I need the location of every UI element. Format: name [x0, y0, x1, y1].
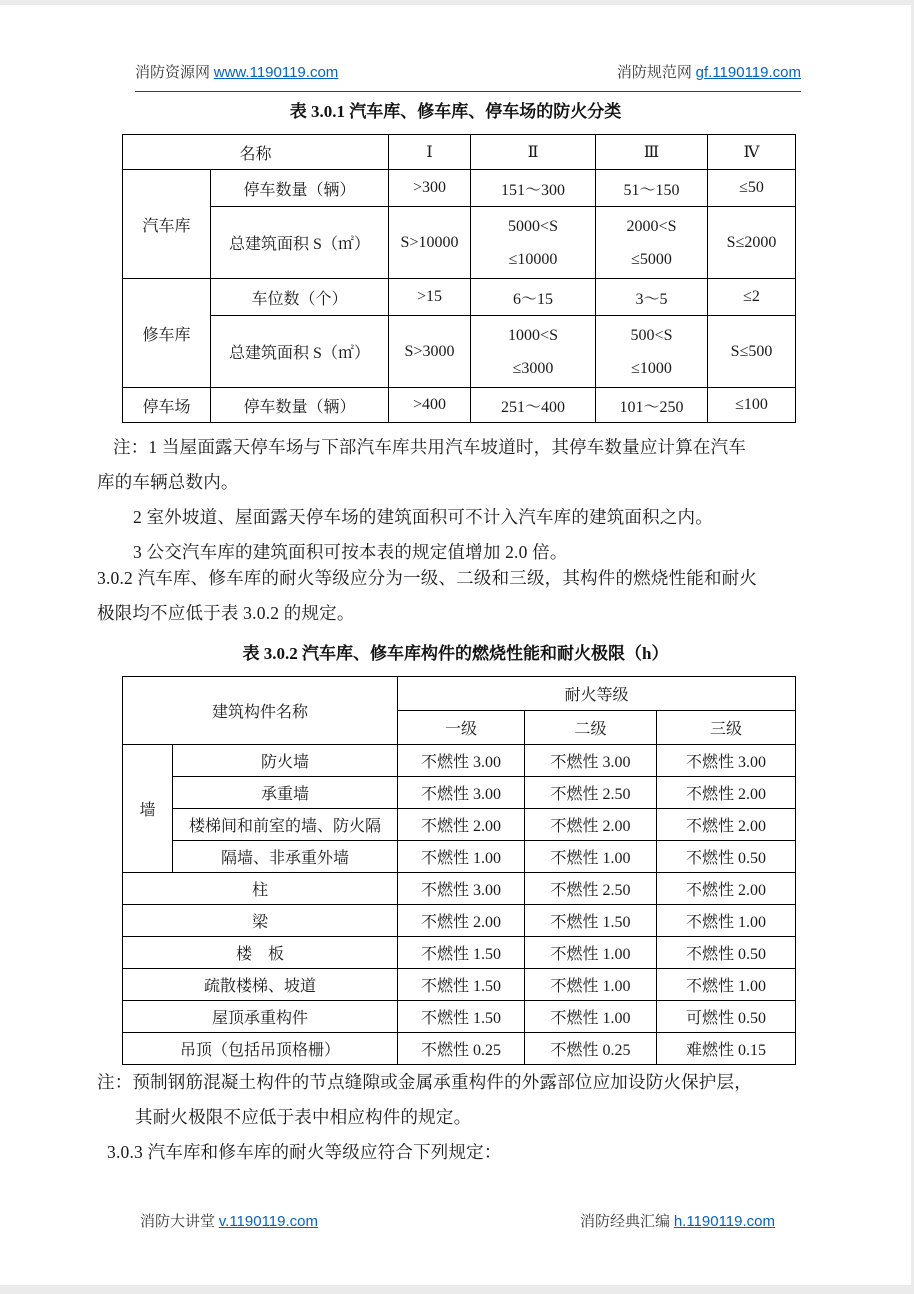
table-3-0-2	[122, 676, 796, 1065]
t1-value-cell	[471, 316, 596, 388]
t1-label-cell: 停车数量（辆）	[211, 170, 389, 207]
t2-value-cell: 不燃性 1.00	[525, 1001, 657, 1033]
page-header	[135, 61, 801, 92]
t2-value-cell: 不燃性 1.00	[398, 841, 525, 873]
table-row	[123, 841, 796, 873]
table-3-0-1	[122, 134, 796, 423]
footer-right-link[interactable]: h.1190119.com	[673, 1213, 775, 1230]
page-header-right	[617, 61, 801, 82]
t1-header-class1: Ⅰ	[389, 135, 471, 170]
table-row	[123, 1001, 796, 1033]
t1-value-cell: 3～5	[596, 279, 708, 316]
header-right-label: 消防规范网	[616, 65, 692, 81]
range-upper: 1000<S	[508, 326, 558, 344]
t2-value-cell: 不燃性 0.50	[657, 937, 796, 969]
t2-label-cell: 承重墙	[173, 777, 398, 809]
footer-right-label: 消防经典汇编	[580, 1214, 671, 1230]
t1-value-cell: 6～15	[471, 279, 596, 316]
t1-group-tingchechang: 停车场	[123, 388, 211, 423]
clause-line: 3.0.2 汽车库、修车库的耐火等级应分为一级、二级和三级，其构件的燃烧性能和耐火	[97, 568, 758, 588]
t2-value-cell: 不燃性 1.50	[398, 937, 525, 969]
table-row	[123, 969, 796, 1001]
page-footer-right	[580, 1210, 775, 1231]
table-row	[123, 1033, 796, 1065]
range-lower: ≤1000	[631, 359, 672, 377]
t2-value-cell: 不燃性 0.50	[657, 841, 796, 873]
t2-value-cell: 不燃性 2.50	[525, 873, 657, 905]
t2-value-cell: 难燃性 0.15	[657, 1033, 796, 1065]
t2-value-cell: 不燃性 3.00	[398, 777, 525, 809]
t1-group-xiuchekuC: 修车库	[123, 279, 211, 388]
t2-group-wall: 墙	[123, 745, 173, 873]
t2-label-cell: 柱	[123, 873, 398, 905]
t2-value-cell: 不燃性 3.00	[525, 745, 657, 777]
t1-value-cell: ≤100	[708, 388, 796, 423]
clause-line: 极限均不应低于表 3.0.2 的规定。	[97, 603, 355, 623]
t1-value-cell	[596, 207, 708, 279]
t1-value-cell: ≤50	[708, 170, 796, 207]
t1-value-cell: S≤500	[708, 316, 796, 388]
header-right-link[interactable]: gf.1190119.com	[695, 64, 801, 81]
footer-left-label: 消防大讲堂	[140, 1214, 216, 1230]
t1-value-cell: ≤2	[708, 279, 796, 316]
t1-value-cell	[471, 207, 596, 279]
table-row	[123, 316, 796, 388]
t1-value-cell: S>3000	[389, 316, 471, 388]
t2-label-cell: 防火墙	[173, 745, 398, 777]
t2-value-cell: 不燃性 3.00	[657, 745, 796, 777]
t1-header-row	[123, 135, 796, 170]
range-lower: ≤10000	[508, 250, 558, 268]
t2-value-cell: 不燃性 2.00	[398, 809, 525, 841]
t2-value-cell: 可燃性 0.50	[657, 1001, 796, 1033]
table-row	[123, 207, 796, 279]
t1-header-class4: Ⅳ	[708, 135, 796, 170]
t2-value-cell: 不燃性 3.00	[398, 873, 525, 905]
t2-value-cell: 不燃性 1.00	[657, 905, 796, 937]
table-row	[123, 745, 796, 777]
t2-label-cell: 屋顶承重构件	[123, 1001, 398, 1033]
clause-3-0-3: 3.0.3 汽车库和修车库的耐火等级应符合下列规定：	[107, 1142, 502, 1162]
t2-label-cell: 疏散楼梯、坡道	[123, 969, 398, 1001]
t1-header-class2: Ⅱ	[471, 135, 596, 170]
note-line: 3 公交汽车库的建筑面积可按本表的规定值增加 2.0 倍。	[133, 542, 568, 562]
document-page	[0, 5, 911, 1285]
note-line: 2 室外坡道、屋面露天停车场的建筑面积可不计入汽车库的建筑面积之内。	[133, 507, 713, 527]
t1-label-cell: 车位数（个）	[211, 279, 389, 316]
table-row	[123, 279, 796, 316]
t2-value-cell: 不燃性 2.00	[525, 809, 657, 841]
t2-value-cell: 不燃性 2.50	[525, 777, 657, 809]
t2-label-cell: 梁	[123, 905, 398, 937]
range-lower: ≤3000	[512, 359, 554, 377]
table-row	[123, 777, 796, 809]
page-footer	[140, 1210, 775, 1236]
clause-3-0-2	[97, 561, 809, 631]
t1-header-name: 名称	[123, 135, 389, 170]
t1-value-cell: >400	[389, 388, 471, 423]
t2-header-grade2: 二级	[525, 711, 657, 745]
t2-value-cell: 不燃性 1.00	[525, 937, 657, 969]
t2-header-grade3: 三级	[657, 711, 796, 745]
footer-left-link[interactable]: v.1190119.com	[218, 1213, 318, 1230]
table-row	[123, 905, 796, 937]
note-line: 注：1 当屋面露天停车场与下部汽车库共用汽车坡道时，其停车数量应计算在汽车	[113, 437, 747, 457]
table2-notes	[97, 1065, 809, 1135]
t2-label-cell: 楼梯间和前室的墙、防火隔	[173, 809, 398, 841]
t2-value-cell: 不燃性 0.25	[525, 1033, 657, 1065]
t2-header-grade1: 一级	[398, 711, 525, 745]
t1-value-cell: 251～400	[471, 388, 596, 423]
t2-header-name: 建筑构件名称	[123, 677, 398, 745]
t2-value-cell: 不燃性 1.00	[657, 969, 796, 1001]
t1-value-cell: >300	[389, 170, 471, 207]
t1-value-cell: S>10000	[389, 207, 471, 279]
t2-value-cell: 不燃性 3.00	[398, 745, 525, 777]
t1-value-cell: S≤2000	[708, 207, 796, 279]
table-row	[123, 170, 796, 207]
range-upper: 2000<S	[626, 217, 677, 235]
t2-label-cell: 吊顶（包括吊顶格栅）	[123, 1033, 398, 1065]
t1-value-cell	[596, 316, 708, 388]
t1-label-cell: 总建筑面积 S（㎡）	[211, 316, 389, 388]
table2-title: 表 3.0.2 汽车库、修车库构件的燃烧性能和耐火极限（h）	[242, 644, 669, 663]
t2-value-cell: 不燃性 2.00	[657, 873, 796, 905]
t2-label-cell: 隔墙、非承重外墙	[173, 841, 398, 873]
t2-value-cell: 不燃性 1.00	[525, 969, 657, 1001]
range-upper: 500<S	[630, 326, 673, 344]
t2-value-cell: 不燃性 1.00	[525, 841, 657, 873]
header-left-link[interactable]: www.1190119.com	[213, 64, 339, 81]
t1-label-cell: 停车数量（辆）	[211, 388, 389, 423]
t2-label-cell: 楼 板	[123, 937, 398, 969]
header-left-label: 消防资源网	[135, 65, 211, 81]
t2-value-cell: 不燃性 2.00	[657, 777, 796, 809]
range-upper: 5000<S	[508, 217, 558, 235]
t2-value-cell: 不燃性 0.25	[398, 1033, 525, 1065]
t2-header-grade: 耐火等级	[398, 677, 796, 711]
t1-value-cell: 151～300	[471, 170, 596, 207]
t2-value-cell: 不燃性 2.00	[657, 809, 796, 841]
t1-label-cell: 总建筑面积 S（㎡）	[211, 207, 389, 279]
table-row	[123, 388, 796, 423]
t1-value-cell: 51～150	[596, 170, 708, 207]
t1-group-qichekuC: 汽车库	[123, 170, 211, 279]
table1-title: 表 3.0.1 汽车库、修车库、停车场的防火分类	[289, 102, 622, 121]
note-line: 注：预制钢筋混凝土构件的节点缝隙或金属承重构件的外露部位应加设防火保护层，	[97, 1072, 752, 1092]
t2-value-cell: 不燃性 1.50	[398, 1001, 525, 1033]
t1-header-class3: Ⅲ	[596, 135, 708, 170]
table1-notes	[97, 430, 809, 570]
note-line: 其耐火极限不应低于表中相应构件的规定。	[135, 1107, 472, 1127]
t1-value-cell: 101～250	[596, 388, 708, 423]
t2-value-cell: 不燃性 2.00	[398, 905, 525, 937]
table-row	[123, 937, 796, 969]
t2-header-row	[123, 677, 796, 711]
t1-value-cell: >15	[389, 279, 471, 316]
range-lower: ≤5000	[631, 250, 672, 268]
table-row	[123, 809, 796, 841]
t2-value-cell: 不燃性 1.50	[398, 969, 525, 1001]
t2-value-cell: 不燃性 1.50	[525, 905, 657, 937]
table-row	[123, 873, 796, 905]
note-line: 库的车辆总数内。	[97, 472, 239, 492]
